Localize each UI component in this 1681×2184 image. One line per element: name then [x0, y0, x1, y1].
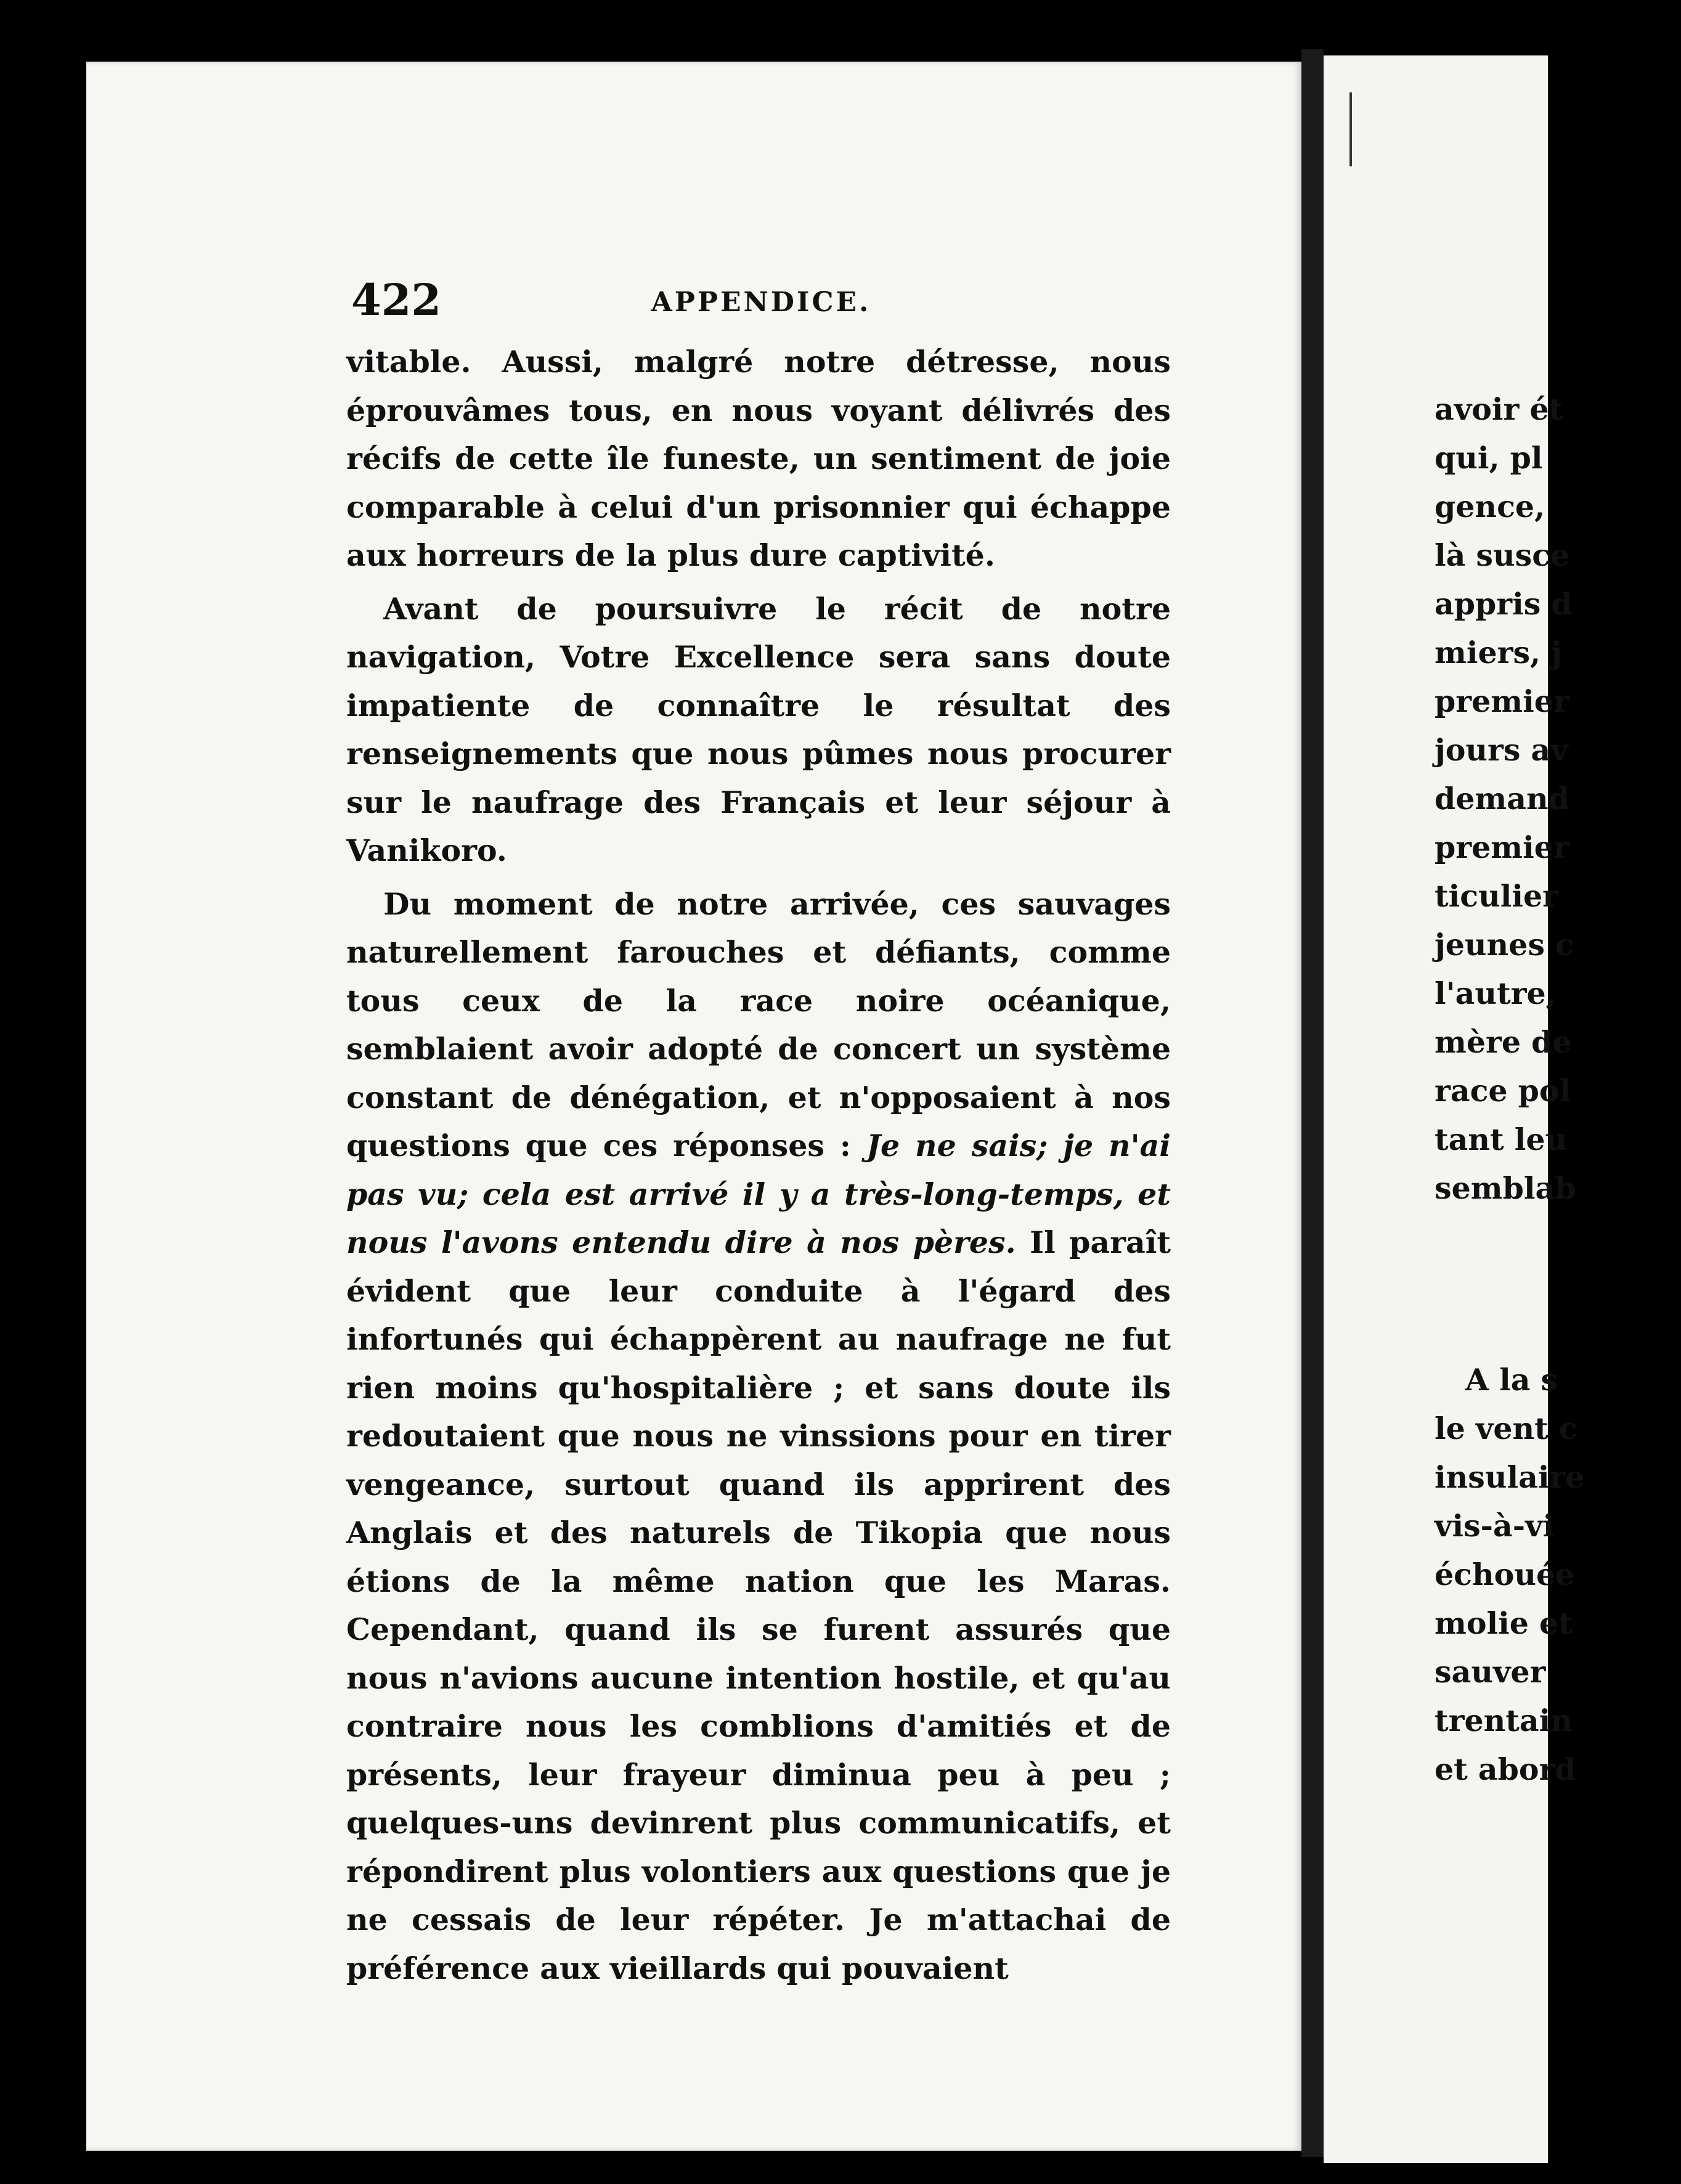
right-line-19: le vent c	[1435, 1411, 1577, 1446]
right-line-5: appris d	[1435, 586, 1573, 622]
right-line-20: insulaire	[1435, 1459, 1585, 1495]
right-line-3: gence,	[1435, 489, 1545, 524]
paragraph-2: Avant de poursuivre le récit de notre navigation, Votre Excellence sera sans doute impatiente de connaître le résultat des renseignements que nous pûmes nous procurer sur le naufrage des Français et leur séjour à Vanikoro.	[346, 590, 1171, 868]
running-title: APPENDICE.	[651, 287, 871, 318]
right-line-26: et abord	[1435, 1751, 1576, 1787]
right-line-11: ticulier	[1435, 878, 1558, 914]
right-line-18: A la s	[1465, 1362, 1558, 1398]
paragraph-3-end: Il paraît évident que leur conduite à l'égard des infortunés qui échappèrent au naufrage ne fut rien moins qu'hospitalière ; et sans doute ils redoutaient que nous ne vinssions pour en tirer vengeance, surtout quand ils apprirent des Anglais et des naturels de Tikopia que nous étions de la même nation que les Maras. Cependant, quand ils se furent assurés que nous n'avions aucune intention hostile, et qu'au contraire nous les comblions d'amitiés et de présents, leur frayeur diminua peu à peu ; quelques-uns devinrent plus communicatifs, et répondirent plus volontiers aux questions que je ne cessais de leur répéter. Je m'attachai de préférence aux vieillards qui pouvaient	[346, 1224, 1171, 1986]
book-gutter	[1301, 49, 1324, 2157]
paragraph-1: vitable. Aussi, malgré notre détresse, nous éprouvâmes tous, en nous voyant délivrés des récifs de cette île funeste, un sentiment de joie comparable à celui d'un prisonnier qui échappe aux horreurs de la plus dure captivité.	[346, 344, 1171, 573]
page-header	[351, 274, 1171, 324]
left-page-body	[346, 338, 1171, 1992]
right-line-25: trentain	[1435, 1703, 1573, 1738]
page-number: 422	[351, 274, 442, 325]
right-line-17: semblab	[1435, 1170, 1576, 1206]
right-line-22: échouée	[1435, 1557, 1575, 1592]
right-line-21: vis-à-vi	[1435, 1508, 1555, 1544]
paragraph-3-quote: Je ne sais; je n'ai pas vu; cela est arrivé il y a très-long-temps, et nous l'avons entendu dire à nos pères.	[346, 1128, 1171, 1260]
right-line-13: l'autre,	[1435, 976, 1557, 1011]
right-line-7: premier	[1435, 683, 1569, 719]
right-line-12: jeunes c	[1435, 927, 1574, 963]
right-line-23: molie et	[1435, 1605, 1573, 1641]
right-line-24: sauver	[1435, 1654, 1546, 1690]
paragraph-3-start: Du moment de notre arrivée, ces sauvages naturellement farouches et défiants, comme tous ceux de la race noire océanique, semblaient avoir adopté de concert un système constant de dénégation, et n'opposaient à nos questions que ces réponses :	[346, 886, 1171, 1163]
page-edge-mark	[1349, 92, 1352, 166]
right-line-10: premier	[1435, 829, 1569, 865]
right-line-2: qui, pl	[1435, 440, 1543, 476]
right-page	[1324, 55, 1585, 2163]
right-line-4: là susce	[1435, 537, 1570, 573]
right-line-15: race pol	[1435, 1073, 1571, 1109]
right-line-1: avoir ét	[1435, 391, 1563, 427]
right-line-8: jours av	[1435, 732, 1568, 768]
right-line-6: miers, j	[1435, 635, 1562, 670]
right-line-9: demand	[1435, 781, 1569, 817]
right-line-14: mère de	[1435, 1024, 1572, 1060]
paragraph-3	[346, 880, 1171, 1993]
right-line-16: tant leu	[1435, 1122, 1568, 1157]
